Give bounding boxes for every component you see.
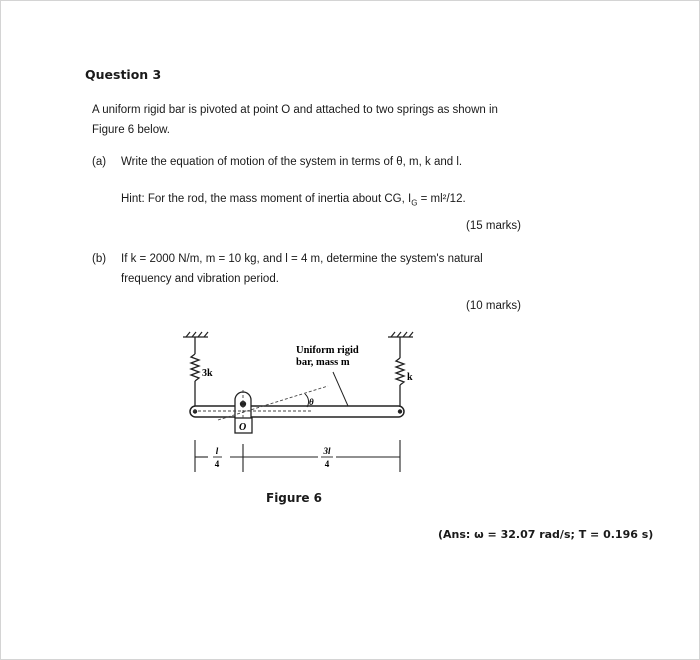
figure-caption: Figure 6 [266,491,323,505]
question-heading: Question 3 [85,67,162,82]
hint-text: Hint: For the rod, the mass moment of inertia about CG, I [121,193,412,205]
spring-right-icon [396,337,404,406]
answer-text: (Ans: ω = 32.07 rad/s; T = 0.196 s) [438,528,654,541]
hint-end: = ml²/12. [417,193,466,205]
pivot-label: O [239,422,247,433]
left-joint [193,409,197,413]
part-a-text: Write the equation of motion of the system in terms of θ, m, k and l. [121,156,463,168]
dim-left-numerator: l [215,446,219,456]
part-a-hint [121,190,466,212]
part-b-marks: (10 marks) [466,300,521,312]
part-b-line-2: frequency and vibration period. [121,273,279,285]
figure-6-diagram [178,328,428,478]
part-a-marks: (15 marks) [466,220,521,232]
part-a-label: (a) [92,156,107,168]
spring-left-label: 3k [202,368,213,379]
bar-label-line-2: bar, mass m [296,357,350,368]
spring-right-label: k [407,372,413,383]
angle-label: θ [309,397,314,407]
ground-right-icon [388,332,413,337]
ground-left-icon [183,332,208,337]
rigid-bar [190,406,404,417]
bar-leader-line [333,372,348,406]
intro-line-1: A uniform rigid bar is pivoted at point O and attached to two springs as shown in [92,104,498,116]
dimension-line [195,440,400,472]
part-b-line-1: If k = 2000 N/m, m = 10 kg, and l = 4 m, determine the system's natural [121,253,483,265]
part-b-label: (b) [92,253,107,265]
dim-right-numerator: 3l [323,446,331,456]
bar-label-line-1: Uniform rigid [296,345,359,356]
right-joint [398,409,402,413]
spring-left-icon [191,337,199,406]
hint-subscript: G [411,198,418,208]
dim-left-denominator: 4 [214,459,220,469]
intro-line-2: Figure 6 below. [92,124,170,136]
dim-right-denominator: 4 [324,459,330,469]
